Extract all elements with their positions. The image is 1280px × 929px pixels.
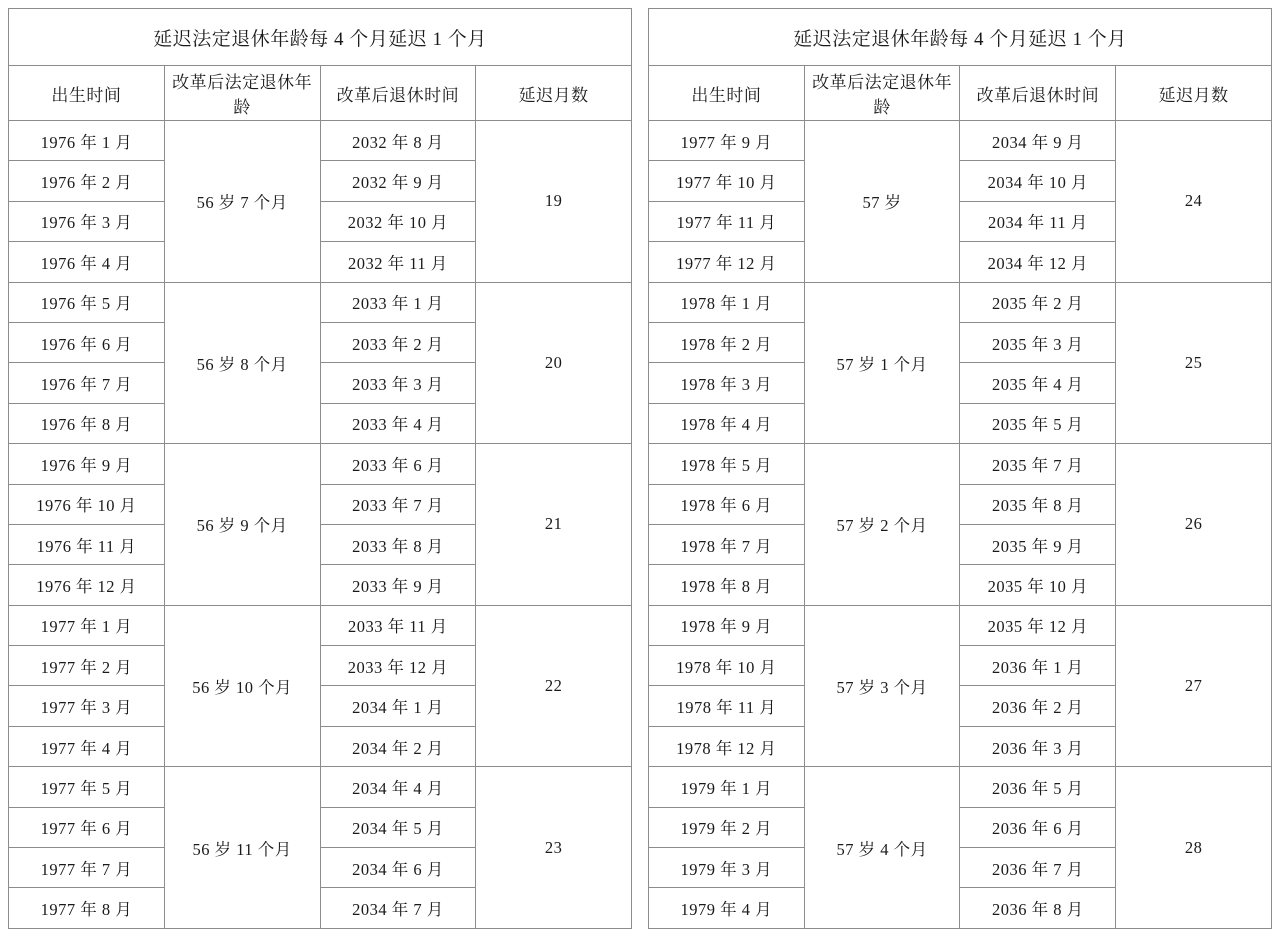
- delay-months-cell: 24: [1116, 121, 1272, 283]
- birth-date-cell: 1976 年 7 月: [9, 363, 165, 403]
- retirement-date-cell: 2034 年 7 月: [320, 888, 476, 928]
- retirement-date-cell: 2032 年 10 月: [320, 201, 476, 241]
- retirement-date-cell: 2033 年 8 月: [320, 524, 476, 564]
- table-row: [648, 605, 1271, 645]
- table-row: [648, 444, 1271, 484]
- table-row: [9, 121, 632, 161]
- table-row: [648, 121, 1271, 161]
- table-row: [648, 282, 1271, 322]
- retirement-date-cell: 2034 年 4 月: [320, 767, 476, 807]
- column-header: 改革后退休时间: [320, 66, 476, 121]
- birth-date-cell: 1977 年 7 月: [9, 848, 165, 888]
- retirement-age-cell: 56 岁 8 个月: [164, 282, 320, 444]
- birth-date-cell: 1977 年 3 月: [9, 686, 165, 726]
- retirement-date-cell: 2034 年 10 月: [960, 161, 1116, 201]
- table-header-row: [648, 66, 1271, 121]
- column-header: 出生时间: [648, 66, 804, 121]
- table-caption: 延迟法定退休年龄每 4 个月延迟 1 个月: [648, 9, 1271, 66]
- retirement-age-cell: 57 岁 1 个月: [804, 282, 960, 444]
- retirement-date-cell: 2035 年 8 月: [960, 484, 1116, 524]
- retirement-date-cell: 2036 年 5 月: [960, 767, 1116, 807]
- retirement-date-cell: 2032 年 8 月: [320, 121, 476, 161]
- birth-date-cell: 1976 年 4 月: [9, 242, 165, 282]
- birth-date-cell: 1977 年 12 月: [648, 242, 804, 282]
- schedule-table-right-container: [648, 8, 1272, 929]
- retirement-date-cell: 2033 年 2 月: [320, 322, 476, 362]
- retirement-date-cell: 2034 年 11 月: [960, 201, 1116, 241]
- retirement-date-cell: 2035 年 12 月: [960, 605, 1116, 645]
- birth-date-cell: 1978 年 1 月: [648, 282, 804, 322]
- schedule-table-left: [8, 8, 632, 929]
- table-row: [9, 444, 632, 484]
- birth-date-cell: 1979 年 1 月: [648, 767, 804, 807]
- column-header: 延迟月数: [1116, 66, 1272, 121]
- retirement-date-cell: 2033 年 6 月: [320, 444, 476, 484]
- birth-date-cell: 1976 年 8 月: [9, 403, 165, 443]
- retirement-date-cell: 2036 年 1 月: [960, 646, 1116, 686]
- retirement-date-cell: 2035 年 9 月: [960, 524, 1116, 564]
- retirement-date-cell: 2034 年 5 月: [320, 807, 476, 847]
- birth-date-cell: 1979 年 2 月: [648, 807, 804, 847]
- birth-date-cell: 1977 年 11 月: [648, 201, 804, 241]
- birth-date-cell: 1977 年 10 月: [648, 161, 804, 201]
- birth-date-cell: 1978 年 6 月: [648, 484, 804, 524]
- delay-months-cell: 28: [1116, 767, 1272, 929]
- delay-months-cell: 20: [476, 282, 632, 444]
- retirement-date-cell: 2036 年 7 月: [960, 848, 1116, 888]
- table-caption: 延迟法定退休年龄每 4 个月延迟 1 个月: [9, 9, 632, 66]
- birth-date-cell: 1978 年 4 月: [648, 403, 804, 443]
- retirement-date-cell: 2036 年 6 月: [960, 807, 1116, 847]
- retirement-date-cell: 2036 年 3 月: [960, 726, 1116, 766]
- retirement-date-cell: 2033 年 4 月: [320, 403, 476, 443]
- retirement-date-cell: 2036 年 8 月: [960, 888, 1116, 928]
- column-header: 延迟月数: [476, 66, 632, 121]
- column-header: 改革后法定退休年龄: [164, 66, 320, 121]
- delay-months-cell: 19: [476, 121, 632, 283]
- birth-date-cell: 1977 年 8 月: [9, 888, 165, 928]
- table-row: [9, 282, 632, 322]
- delay-months-cell: 27: [1116, 605, 1272, 767]
- retirement-age-cell: 57 岁 3 个月: [804, 605, 960, 767]
- birth-date-cell: 1977 年 9 月: [648, 121, 804, 161]
- retirement-date-cell: 2034 年 1 月: [320, 686, 476, 726]
- schedule-table-right: [648, 8, 1272, 929]
- birth-date-cell: 1976 年 2 月: [9, 161, 165, 201]
- birth-date-cell: 1976 年 5 月: [9, 282, 165, 322]
- birth-date-cell: 1976 年 6 月: [9, 322, 165, 362]
- birth-date-cell: 1978 年 11 月: [648, 686, 804, 726]
- retirement-date-cell: 2034 年 2 月: [320, 726, 476, 766]
- table-row: [648, 767, 1271, 807]
- retirement-age-cell: 57 岁 4 个月: [804, 767, 960, 929]
- retirement-date-cell: 2033 年 7 月: [320, 484, 476, 524]
- retirement-date-cell: 2034 年 9 月: [960, 121, 1116, 161]
- birth-date-cell: 1979 年 4 月: [648, 888, 804, 928]
- retirement-date-cell: 2035 年 10 月: [960, 565, 1116, 605]
- retirement-age-cell: 56 岁 9 个月: [164, 444, 320, 606]
- retirement-date-cell: 2032 年 11 月: [320, 242, 476, 282]
- schedule-table-right-body: [648, 9, 1271, 929]
- schedule-table-left-body: [9, 9, 632, 929]
- table-row: [9, 605, 632, 645]
- retirement-age-cell: 56 岁 11 个月: [164, 767, 320, 929]
- retirement-age-cell: 57 岁: [804, 121, 960, 283]
- birth-date-cell: 1978 年 5 月: [648, 444, 804, 484]
- column-header: 改革后法定退休年龄: [804, 66, 960, 121]
- retirement-date-cell: 2034 年 12 月: [960, 242, 1116, 282]
- birth-date-cell: 1976 年 1 月: [9, 121, 165, 161]
- retirement-date-cell: 2036 年 2 月: [960, 686, 1116, 726]
- birth-date-cell: 1978 年 2 月: [648, 322, 804, 362]
- delay-months-cell: 23: [476, 767, 632, 929]
- birth-date-cell: 1978 年 8 月: [648, 565, 804, 605]
- table-caption-row: [648, 9, 1271, 66]
- column-header: 出生时间: [9, 66, 165, 121]
- retirement-age-cell: 57 岁 2 个月: [804, 444, 960, 606]
- birth-date-cell: 1977 年 5 月: [9, 767, 165, 807]
- retirement-date-cell: 2032 年 9 月: [320, 161, 476, 201]
- retirement-date-cell: 2035 年 5 月: [960, 403, 1116, 443]
- birth-date-cell: 1978 年 9 月: [648, 605, 804, 645]
- retirement-age-cell: 56 岁 10 个月: [164, 605, 320, 767]
- birth-date-cell: 1977 年 1 月: [9, 605, 165, 645]
- table-header-row: [9, 66, 632, 121]
- retirement-date-cell: 2033 年 9 月: [320, 565, 476, 605]
- birth-date-cell: 1978 年 3 月: [648, 363, 804, 403]
- retirement-date-cell: 2033 年 12 月: [320, 646, 476, 686]
- delay-months-cell: 22: [476, 605, 632, 767]
- retirement-date-cell: 2035 年 7 月: [960, 444, 1116, 484]
- retirement-date-cell: 2034 年 6 月: [320, 848, 476, 888]
- delay-months-cell: 21: [476, 444, 632, 606]
- table-row: [9, 767, 632, 807]
- birth-date-cell: 1976 年 10 月: [9, 484, 165, 524]
- retirement-date-cell: 2035 年 3 月: [960, 322, 1116, 362]
- birth-date-cell: 1979 年 3 月: [648, 848, 804, 888]
- retirement-date-cell: 2033 年 1 月: [320, 282, 476, 322]
- retirement-date-cell: 2033 年 11 月: [320, 605, 476, 645]
- birth-date-cell: 1977 年 2 月: [9, 646, 165, 686]
- retirement-date-cell: 2035 年 4 月: [960, 363, 1116, 403]
- delay-months-cell: 25: [1116, 282, 1272, 444]
- retirement-age-cell: 56 岁 7 个月: [164, 121, 320, 283]
- table-caption-row: [9, 9, 632, 66]
- column-header: 改革后退休时间: [960, 66, 1116, 121]
- birth-date-cell: 1976 年 12 月: [9, 565, 165, 605]
- schedule-table-left-container: [8, 8, 632, 929]
- birth-date-cell: 1976 年 11 月: [9, 524, 165, 564]
- retirement-date-cell: 2035 年 2 月: [960, 282, 1116, 322]
- birth-date-cell: 1976 年 9 月: [9, 444, 165, 484]
- delay-months-cell: 26: [1116, 444, 1272, 606]
- retirement-date-cell: 2033 年 3 月: [320, 363, 476, 403]
- birth-date-cell: 1977 年 4 月: [9, 726, 165, 766]
- birth-date-cell: 1978 年 10 月: [648, 646, 804, 686]
- birth-date-cell: 1977 年 6 月: [9, 807, 165, 847]
- birth-date-cell: 1978 年 7 月: [648, 524, 804, 564]
- birth-date-cell: 1978 年 12 月: [648, 726, 804, 766]
- birth-date-cell: 1976 年 3 月: [9, 201, 165, 241]
